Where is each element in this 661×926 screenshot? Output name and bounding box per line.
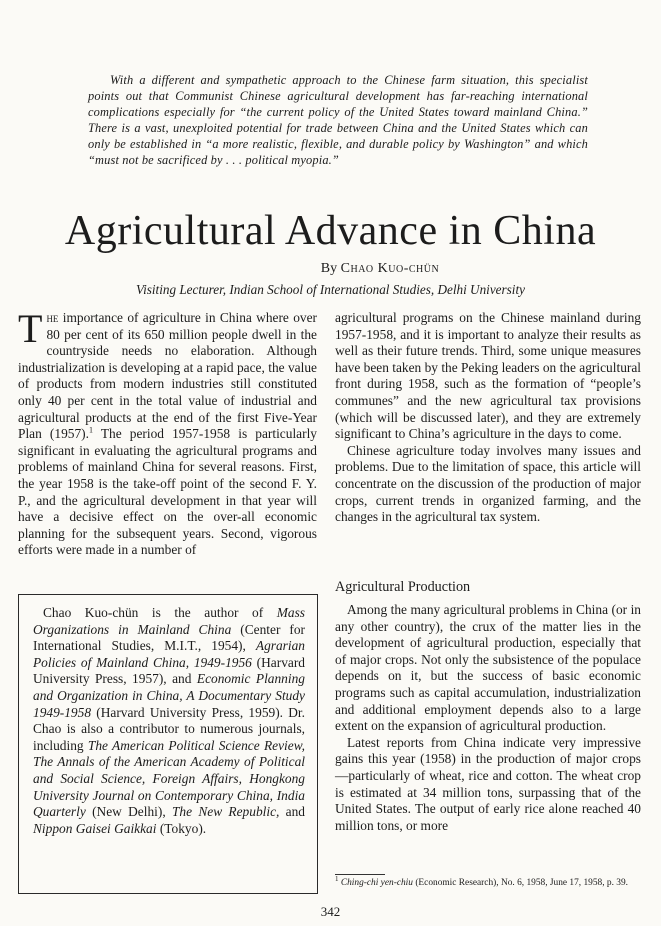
bio-journal: Nippon Gaisei Gaikkai xyxy=(33,820,157,836)
author-bio xyxy=(33,605,305,837)
footnote-number: 1 xyxy=(335,874,339,883)
author-affiliation: Visiting Lecturer, Indian School of International Studies, Delhi University xyxy=(136,282,525,297)
footnote-source: Ching-chi yen-chiu xyxy=(340,878,413,888)
drop-cap: T xyxy=(18,306,43,351)
section-heading: Agricultural Production xyxy=(335,579,471,595)
right-paragraph-2: Chinese agriculture today involves many issues and problems. Due to the limitation of space, this article will concentrate on the discussion of the production of major crops, current trends in organized farming, and the changes in the agricultural tax system. xyxy=(335,442,641,525)
first-word-rest: he xyxy=(46,310,59,325)
byline-by: By xyxy=(320,261,338,276)
article-title: Agricultural Advance in China xyxy=(64,208,597,254)
right-column-lower xyxy=(335,602,641,834)
right-paragraph-4: Latest reports from China indicate very impressive gains this year (1958) in the production of major crops—particularly of wheat, rice and cotton. The wheat crop is estimated at 34 million tons, surpassing that of the United States. The output of early rice alone reached 40 million tons, or more xyxy=(335,734,641,833)
bio-text: (Harvard University Press, 1957), and xyxy=(33,654,305,687)
footnote-text: (Economic Research), No. 6, 1958, June 17, 1958, p. 39. xyxy=(412,878,629,888)
byline xyxy=(230,260,530,278)
footnote xyxy=(335,874,641,889)
intro-abstract xyxy=(88,72,588,168)
footnote-ref: 1 xyxy=(88,425,93,435)
bio-journals: The American Political Science Review, The Annals of the American Academy of Political and Social Science, Foreign Affairs, Hongkong University Journal on Contemporary China, India Quarterly xyxy=(33,737,305,820)
left-column xyxy=(18,306,317,559)
right-paragraph-3: Among the many agricultural problems in China (or in any other country), the crux of the matter lies in the development of agricultural production, especially that of major crops. Not only the subsistence of the populace depends on it, but the success of basic economic programs such as capital accumulation, industrialization and additional employment depends also to a large extent on the expansion of agricultural production. xyxy=(335,602,641,734)
bio-text: (Tokyo). xyxy=(156,820,207,836)
intro-paragraph xyxy=(18,306,317,559)
right-column xyxy=(335,310,641,526)
bio-book-title: Mass Organizations in Mainland China xyxy=(33,605,305,637)
intro-text: With a different and sympathetic approach to the Chinese farm situation, this specialist points out that Communist Chinese agricultural development has far-reaching international complications especially for “the current policy of the United States toward mainland China.” There is a vast, unexploited potential for trade between China and the United States which can only be established in “a more realistic, flexible, and durable policy by Washington” and which “must not be sacrificed by . . . political myopia.” xyxy=(88,73,588,167)
right-paragraph-1: agricultural programs on the Chinese mainland during 1957-1958, and it is important to analyze their results as well as their future trends. Third, some unique measures have been taken by the Peking leaders on the agricultural front during 1958, such as the formation of “people’s communes” and the new agricultural tax provisions (which will be discussed later), and they are extremely significant to China’s agriculture in the days to come. xyxy=(335,310,642,442)
bio-text: (Harvard University Press, 1959). Dr. Chao is also a contributor to numerous journals, including xyxy=(33,704,305,753)
bio-journal: The New Republic, xyxy=(171,804,280,820)
bio-book-title: Agrarian Policies of Mainland China, 1949-1956 xyxy=(33,638,305,670)
bio-text: and xyxy=(279,804,305,820)
author-name: Chao Kuo-chün xyxy=(340,261,440,276)
bio-text: (Center for International Studies, M.I.T., 1954), xyxy=(33,621,305,654)
page-number: 342 xyxy=(320,904,341,919)
left-col-text-2: The period 1957-1958 is particularly significant in evaluating the agricultural programs and problems of mainland China for several reasons. First, the year 1958 is the take-off point of the second F. Y. P., and the agricultural development in that year will have a decisive effect on the over-all economic planning for the subsequent years. Second, vigorous efforts were made in a number of xyxy=(18,426,317,558)
bio-book-title: Economic Planning and Organization in China, A Documentary Study 1949-1958 xyxy=(33,671,305,720)
left-col-text: importance of agriculture in China where over 80 per cent of its 650 million people dwell in the countryside needs no elaboration. Although industrialization is developing at a rapid pace, the value of products from modern industries still constituted only 40 per cent in the total value of industrial and agricultural products at the end of the first Five-Year Plan (1957). xyxy=(18,310,317,442)
author-bio-box xyxy=(18,594,318,894)
bio-text: (New Delhi), xyxy=(85,804,172,820)
bio-text: Chao Kuo-chün is the author of xyxy=(43,605,277,620)
footnote-rule xyxy=(335,874,385,875)
